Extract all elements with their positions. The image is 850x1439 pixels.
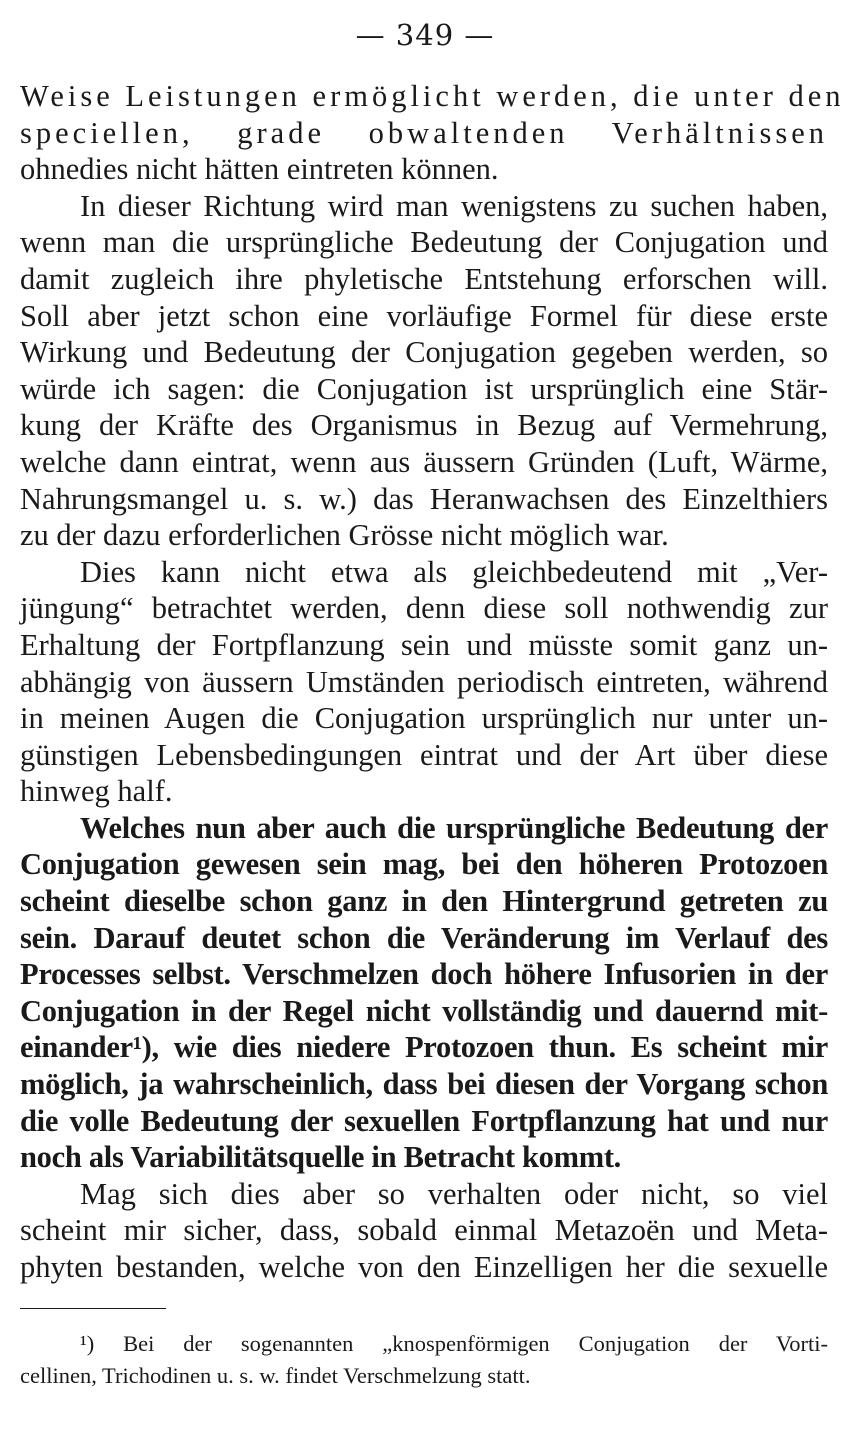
text-line: abhängig von äussern Umständen periodisch eintreten, während	[20, 664, 828, 699]
text-line: Welches nun aber auch die ursprüngliche Bedeutung der	[80, 810, 828, 845]
text-line: in meinen Augen die Conjugation ursprünglich nur unter un-	[20, 701, 828, 736]
text-line: ohnedies nicht hätten eintreten können.	[20, 152, 499, 187]
text-line: Nahrungsmangel u. s. w.) das Heranwachsen des Einzelthiers	[20, 481, 828, 516]
text-line: phyten bestanden, welche von den Einzelligen her die sexuelle	[20, 1250, 828, 1284]
text-line: Mag sich dies aber so verhalten oder nicht, so viel	[80, 1176, 828, 1211]
text-line: noch als Variabilitätsquelle in Betracht kommt.	[20, 1140, 622, 1175]
text-line: In dieser Richtung wird man wenigstens zu suchen haben,	[80, 188, 828, 223]
text-line: kung der Kräfte des Organismus in Bezug auf Vermehrung,	[20, 408, 828, 443]
text-line: Weise Leistungen ermöglicht werden, die unter den	[20, 79, 845, 113]
text-line: Wirkung und Bedeutung der Conjugation gegeben werden, so	[20, 335, 828, 370]
text-line: Processes selbst. Verschmelzen doch höhere Infusorien in der	[20, 957, 828, 992]
text-line: sein. Darauf deutet schon die Veränderung im Verlauf des	[20, 920, 828, 955]
text-line: damit zugleich ihre phyletische Entstehung erforschen will.	[20, 261, 828, 296]
text-line: einander¹), wie dies niedere Protozoen thun. Es scheint mir	[20, 1030, 828, 1065]
footnotes	[20, 1328, 828, 1392]
text-line: jüngung“ betrachtet werden, denn diese soll nothwendig zur	[20, 591, 828, 626]
text-line: Conjugation gewesen sein mag, bei den höheren Protozoen	[20, 847, 828, 882]
text-line: speciellen, grade obwaltenden Verhältnissen	[20, 115, 828, 150]
text-line: möglich, ja wahrscheinlich, dass bei diesen der Vorgang schon	[20, 1067, 828, 1102]
text-line: wenn man die ursprüngliche Bedeutung der Conjugation und	[20, 225, 828, 260]
text-line: welche dann eintrat, wenn aus äussern Gründen (Luft, Wärme,	[20, 444, 828, 479]
text-line: hinweg half.	[20, 774, 173, 809]
text-line: scheint dieselbe schon ganz in den Hintergrund getreten zu	[20, 884, 828, 919]
text-line: Dies kann nicht etwa als gleichbedeutend mit „Ver-	[80, 554, 828, 589]
page-number-header: — 349 —	[355, 18, 495, 52]
footnote-line: ¹) Bei der sogenannten „knospenförmigen Conjugation der Vorti-	[80, 1331, 828, 1356]
text-line: günstigen Lebensbedingungen eintrat und der Art über diese	[20, 737, 828, 772]
body-text	[20, 78, 845, 1286]
text-line: würde ich sagen: die Conjugation ist ursprünglich eine Stär-	[20, 371, 828, 406]
text-line: scheint mir sicher, dass, sobald einmal Metazoën und Meta-	[20, 1213, 828, 1248]
footnote-line: cellinen, Trichodinen u. s. w. findet Verschmelzung statt.	[20, 1363, 531, 1388]
text-line: Erhaltung der Fortpflanzung sein und müsste somit ganz un-	[20, 627, 828, 662]
text-line: die volle Bedeutung der sexuellen Fortpflanzung hat und nur	[20, 1103, 828, 1138]
text-line: Conjugation in der Regel nicht vollständig und dauernd mit-	[20, 993, 828, 1028]
text-line: Soll aber jetzt schon eine vorläufige Formel für diese erste	[20, 298, 828, 333]
text-line: zu der dazu erforderlichen Grösse nicht möglich war.	[20, 518, 669, 553]
footnote-divider	[20, 1308, 166, 1309]
